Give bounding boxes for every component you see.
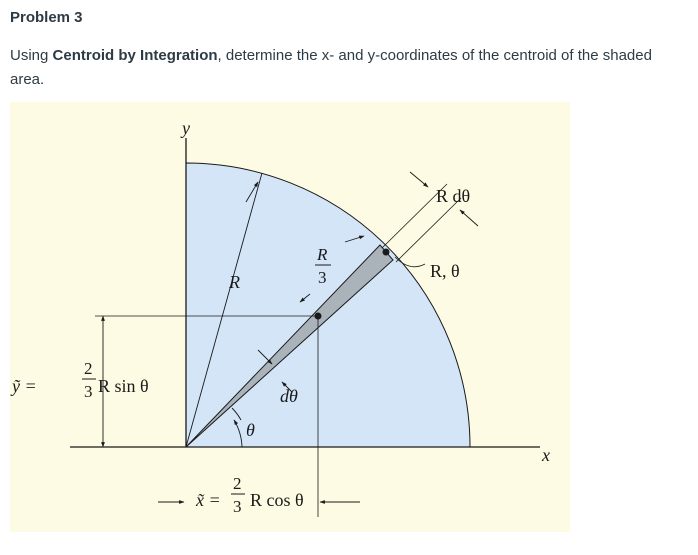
arc-point [383, 249, 390, 256]
xbar-lhs: x̃ = [196, 490, 221, 510]
problem-statement [10, 44, 690, 92]
r3-denominator: 3 [318, 268, 327, 287]
ybar-denominator: 3 [84, 382, 93, 401]
problem-title: Problem 3 [10, 9, 83, 26]
ybar-numerator: 2 [84, 359, 93, 378]
ybar-rhs: R sin θ [98, 376, 149, 396]
y-axis-label: y [182, 118, 190, 138]
ybar-lhs: ỹ = [12, 376, 37, 396]
rdtheta-label: R dθ [436, 186, 471, 206]
centroid-figure [10, 102, 570, 532]
xbar-numerator: 2 [233, 474, 242, 493]
method-name: Centroid by Integration [52, 47, 218, 64]
dtheta-label: dθ [280, 386, 298, 406]
quarter-circle-diagram [10, 102, 570, 532]
radius-label: R [229, 272, 240, 292]
xbar-denominator: 3 [233, 497, 242, 516]
r3-numerator: R [317, 245, 328, 264]
arc-point-label: R, θ [430, 261, 460, 281]
x-axis-label: x [542, 445, 550, 465]
theta-label: θ [246, 420, 255, 440]
xbar-rhs: R cos θ [250, 490, 304, 510]
statement-rest: , determine the x- and y-coordinates of the centroid of the shaded area. [10, 47, 652, 88]
statement-intro: Using [10, 47, 53, 64]
